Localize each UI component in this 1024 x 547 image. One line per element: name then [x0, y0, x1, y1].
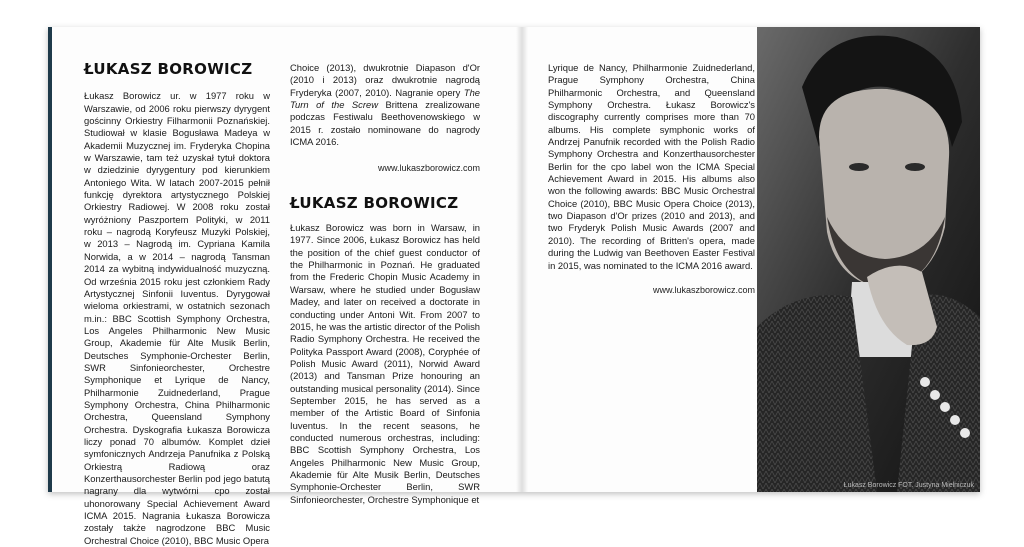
- left-page: [52, 27, 516, 546]
- bio-text-pl: Łukasz Borowicz ur. w 1977 roku w Warszawie, od 2006 roku pierwszy dyrygent gościnny Orkiestry Filharmonii Poznańskiej. Studiował w klasie Bogusława Madeya w Akademii Muzycznej im. Fryderyka Chopina w Warszawie, tam też uzyskał tytuł doktora w dziedzinie dyrygentury pod kierunkiem Antoniego Wita. W latach 2007-2015 pełnił funkcję dyrektora artystycznego Polskiej Orkiestry Radiowej. W 2008 roku został wyróżniony Paszportem Polityki, w 2011 roku – nagrodą Koryfeusz Muzyki Polskiej, w 2013 – Nagrodą im. Cypriana Kamila Norwida, a w 2014 – nagrodą Tansman 2014 za wybitną indywidualność muzyczną. Od września 2015 roku jest członkiem Rady Artystycznej Sinfonii Iuventus. Dyrygował wieloma orkiestrami, w ostatnich sezonach m.in.: BBC Scottish Symphony Orchestra, Los Angeles Philharmonic New Music Group, Akademie für Alte Musik Berlin, Deutsches Symphonie-Orchester Berlin, SWR Sinfonieorchester, Orchestre Symphonique et Lyrique de Nancy, Philharmonie Zuidnederland, Prague Symphony Orchestra, China Philharmonic Orchestra, Queensland Symphony Orchestra. Dyskografia Łukasza Borowicza liczy ponad 70 albumów. Komplet dzieł symfonicznych Andrzeja Panufnika z Polską Orkiestrą Radiową oraz Konzerthausorchester Berlin pod jego batutą nagrany dla wytwórni cpo został uhonorowany Special Achievement Award ICMA 2015. Nagrania Łukasza Borowicza zostały także nagrodzone BBC Music Orchestral Choice (2010), BBC Music Opera: [84, 90, 270, 546]
- bio-text-en-continued: Lyrique de Nancy, Philharmonie Zuidnederland, Prague Symphony Orchestra, China Philharmonic Orchestra, and Queensland Symphony Orchestra. Łukasz Borowicz's discography currently comprises more than 70 albums. His complete symphonic works of Andrzej Panufnik recorded with the Polish Radio Symphony Orchestra and Konzerthausorchester Berlin for the cpo label won the ICMA Special Achievement Award in 2015. His albums also won the following awards: BBC Music Orchestral Choice (2010), BBC Music Opera Choice (2013), two Diapason d'Or prizes (2010 and 2013), and two Fryderyk Polish Music Awards (2007 and 2010). The recording of Britten's opera, made during the Ludwig van Beethoven Easter Festival in 2015, was nominated to the ICMA 2016 award.: [548, 62, 755, 271]
- bio-column-2: [290, 62, 480, 506]
- website-link-pl[interactable]: www.lukaszborowicz.com: [377, 163, 480, 174]
- booklet-spread: [48, 27, 980, 546]
- bio-heading-en: ŁUKASZ BOROWICZ: [290, 193, 459, 212]
- portrait-photo: [757, 27, 980, 492]
- right-page: [528, 27, 980, 492]
- bio-text-en: Łukasz Borowicz was born in Warsaw, in 1977. Since 2006, Łukasz Borowicz has held the position of the chief guest conductor of the Philharmonic in Poznań. He graduated from the Frederic Chopin Music Academy in Warsaw, where he studied under Bogusław Madey, and later on received a doctorate in conducting under Antoni Wit. From 2007 to 2015, he was the artistic director of the Polish Radio Symphony Orchestra. He received the Polityka Passport Award (2008), Coryphée of Polish Music Award (2011), Norwid Award (2013) and Tansman Prize honouring an outstanding musical personality (2014). Since September 2015, he has served as a member of the Artistic Board of Sinfonia Iuventus. In the recent seasons, he conducted numerous orchestras, including: BBC Scottish Symphony Orchestra, Los Angeles Philharmonic New Music Group, Akademie für Alte Musik Berlin, Deutsches Symphonie-Orchester Berlin, SWR Sinfonieorchester, Orchestre Symphonique et: [290, 222, 480, 505]
- opera-title: The Turn of the Screw: [290, 86, 480, 111]
- website-link-en[interactable]: www.lukaszborowicz.com: [652, 284, 755, 295]
- page-gutter: [516, 27, 528, 492]
- photo-credit: Łukasz Borowicz FOT. Justyna Mielniczuk: [843, 482, 974, 489]
- bio-text-pl-cont-part2: Brittena zrealizowane podczas Festiwalu Beethovenowskiego w 2015 r. zostało nominowane do nagrody ICMA 2016.: [290, 99, 480, 148]
- polish-bio-column: [84, 60, 270, 547]
- english-bio-continued-column: [548, 62, 755, 296]
- portrait-illustration: [757, 27, 980, 492]
- bio-heading-pl: ŁUKASZ BOROWICZ: [84, 60, 253, 78]
- bio-text-pl-cont-part1: Choice (2013), dwukrotnie Diapason d'Or (2010 i 2013) oraz dwukrotnie nagrodą Fryderyka (2007, 2010). Nagranie opery: [290, 62, 480, 98]
- bio-text-pl-continued: [290, 62, 480, 148]
